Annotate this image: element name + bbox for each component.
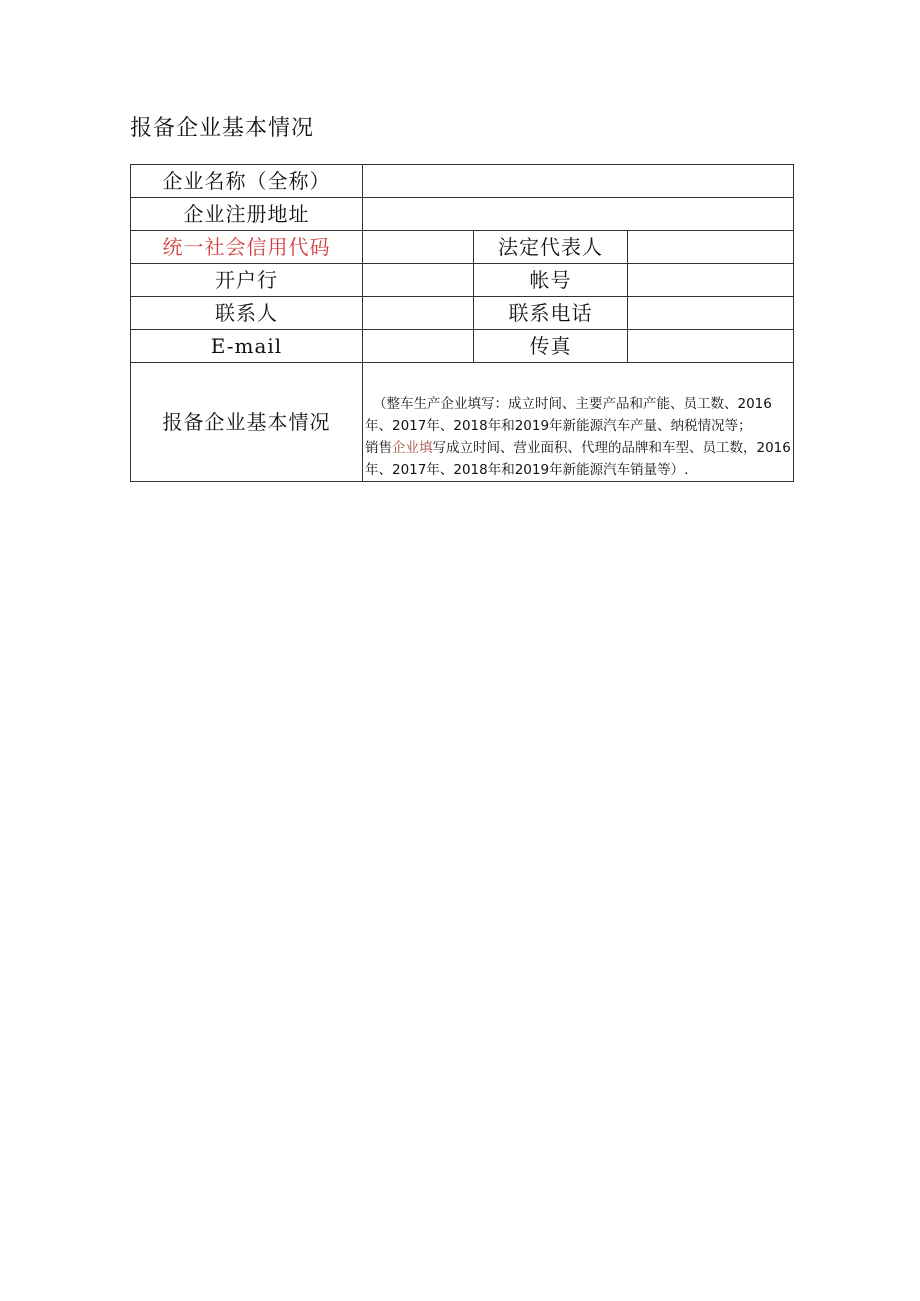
label-fax: 传真 xyxy=(474,330,628,363)
enterprise-form-table xyxy=(130,164,794,482)
input-bank[interactable] xyxy=(363,264,474,297)
label-account: 帐号 xyxy=(474,264,628,297)
row-credit-code xyxy=(131,231,794,264)
label-bank: 开户行 xyxy=(131,264,363,297)
input-contact[interactable] xyxy=(363,297,474,330)
input-phone[interactable] xyxy=(628,297,794,330)
row-contact xyxy=(131,297,794,330)
note-sales-prefix: 销售 xyxy=(365,440,392,456)
input-legal-rep[interactable] xyxy=(628,231,794,264)
label-basic-info: 报备企业基本情况 xyxy=(131,363,363,482)
label-company-name: 企业名称（全称） xyxy=(131,165,363,198)
label-legal-rep: 法定代表人 xyxy=(474,231,628,264)
input-credit-code[interactable] xyxy=(363,231,474,264)
label-credit-code: 统一社会信用代码 xyxy=(131,231,363,264)
input-email[interactable] xyxy=(363,330,474,363)
row-email xyxy=(131,330,794,363)
input-fax[interactable] xyxy=(628,330,794,363)
input-basic-info[interactable] xyxy=(363,363,794,482)
note-line-sales xyxy=(365,437,793,481)
page-title: 报备企业基本情况 xyxy=(130,116,315,141)
label-reg-address: 企业注册地址 xyxy=(131,198,363,231)
input-company-name[interactable] xyxy=(363,165,794,198)
note-sales-highlight: 企业填 xyxy=(392,440,433,456)
input-account[interactable] xyxy=(628,264,794,297)
row-company-name xyxy=(131,165,794,198)
input-reg-address[interactable] xyxy=(363,198,794,231)
label-phone: 联系电话 xyxy=(474,297,628,330)
label-contact: 联系人 xyxy=(131,297,363,330)
instruction-notes xyxy=(365,393,793,481)
note-sales-rest: 写成立时间、营业面积、代理的品牌和车型、员工数，2016年、2017年、2018年和2019年新能源汽车销量等）. xyxy=(365,440,791,478)
row-reg-address xyxy=(131,198,794,231)
note-line-production: （整车生产企业填写：成立时间、主要产品和产能、员工数、2016年、2017年、2018年和2019年新能源汽车产量、纳税情况等； xyxy=(365,396,772,434)
row-bank xyxy=(131,264,794,297)
label-email: E-mail xyxy=(131,330,363,363)
row-basic-info xyxy=(131,363,794,482)
